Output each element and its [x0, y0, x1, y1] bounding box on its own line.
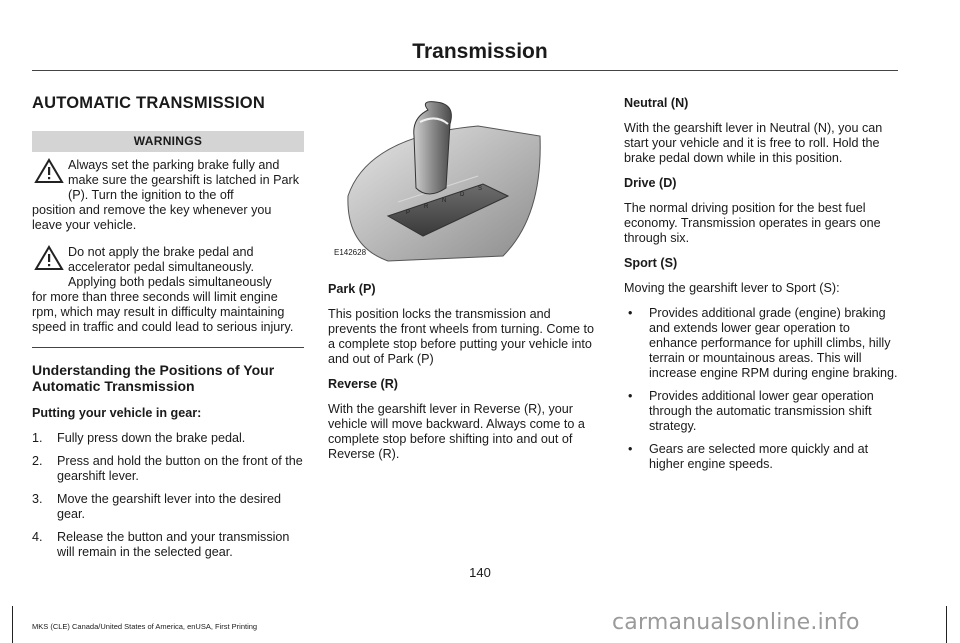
column-left [32, 96, 304, 568]
warning-item [32, 245, 304, 335]
list-item: • Provides additional lower gear operation through the automatic transmission shift strategy. [628, 389, 874, 433]
section-title: AUTOMATIC TRANSMISSION [32, 94, 265, 112]
neutral-heading: Neutral (N) [624, 96, 689, 110]
list-item: 2. Press and hold the button on the front of the gearshift lever. [32, 454, 303, 483]
reverse-text: With the gearshift lever in Reverse (R), your vehicle will move backward. Always come to a complete stop before shifting into and out of Reverse (R). [328, 402, 585, 461]
svg-text:N: N [442, 198, 447, 204]
warnings-banner: WARNINGS [32, 131, 304, 152]
gearshift-lever-image [328, 96, 548, 264]
park-heading: Park (P) [328, 282, 376, 296]
svg-text:R: R [424, 204, 429, 210]
sport-bullets-list [624, 306, 898, 472]
positions-subheading: Putting your vehicle in gear: [32, 406, 202, 420]
positions-heading: Understanding the Positions of Your Automatic Transmission [32, 362, 275, 394]
page-header-title: Transmission [412, 40, 548, 63]
column-right [624, 96, 898, 480]
drive-heading: Drive (D) [624, 176, 677, 190]
header-divider [32, 70, 898, 71]
svg-text:P: P [406, 210, 411, 216]
gearshift-illustration [328, 96, 548, 264]
park-text: This position locks the transmission and prevents the front wheels from turning. Come to a complete stop before putting your vehicle into and out of Park (P) [328, 307, 594, 366]
page-number: 140 [469, 565, 491, 580]
crop-mark [12, 606, 13, 643]
section-divider [32, 347, 304, 348]
warning-text-lead: Always set the parking brake fully and make sure the gearshift is latched in Park (P). Turn the ignition to the off [68, 158, 299, 202]
svg-text:S: S [478, 186, 483, 192]
svg-text:D: D [460, 192, 465, 198]
warning-text-rest: position and remove the key whenever you leave your vehicle. [32, 203, 272, 232]
reverse-heading: Reverse (R) [328, 377, 398, 391]
figure-id: E142628 [334, 248, 367, 257]
sport-heading: Sport (S) [624, 256, 678, 270]
list-item: • Gears are selected more quickly and at higher engine speeds. [628, 442, 869, 471]
warning-triangle-icon [34, 158, 64, 184]
warning-item [32, 158, 304, 233]
list-item: • Provides additional grade (engine) braking and extends lower gear operation to enhance performance for uphill climbs, hilly terrain or mountainous areas. This will increase engine RPM during engine braking. [628, 306, 898, 380]
sport-intro: Moving the gearshift lever to Sport (S): [624, 281, 840, 295]
neutral-text: With the gearshift lever in Neutral (N), you can start your vehicle and it is free to roll. Hold the brake pedal down while in this position. [624, 121, 883, 165]
footer-text: MKS (CLE) Canada/United States of America, enUSA, First Printing [32, 622, 258, 631]
warning-text-lead: Do not apply the brake pedal and accelerator pedal simultaneously. Applying both pedals simultaneously [68, 245, 272, 289]
list-item: 3. Move the gearshift lever into the desired gear. [32, 492, 282, 521]
warning-triangle-icon [34, 245, 64, 271]
list-item: 1. Fully press down the brake pedal. [32, 431, 246, 445]
watermark: carmanualsonline.info [612, 610, 860, 635]
gear-steps-list [32, 431, 304, 560]
warning-text-rest: for more than three seconds will limit engine rpm, which may result in difficulty maintaining speed in traffic and could lead to serious injury. [32, 290, 294, 334]
drive-text: The normal driving position for the best fuel economy. Transmission operates in gears one through six. [624, 201, 881, 245]
crop-mark [946, 606, 947, 643]
column-middle [328, 96, 600, 472]
list-item: 4. Release the button and your transmission will remain in the selected gear. [32, 530, 290, 559]
